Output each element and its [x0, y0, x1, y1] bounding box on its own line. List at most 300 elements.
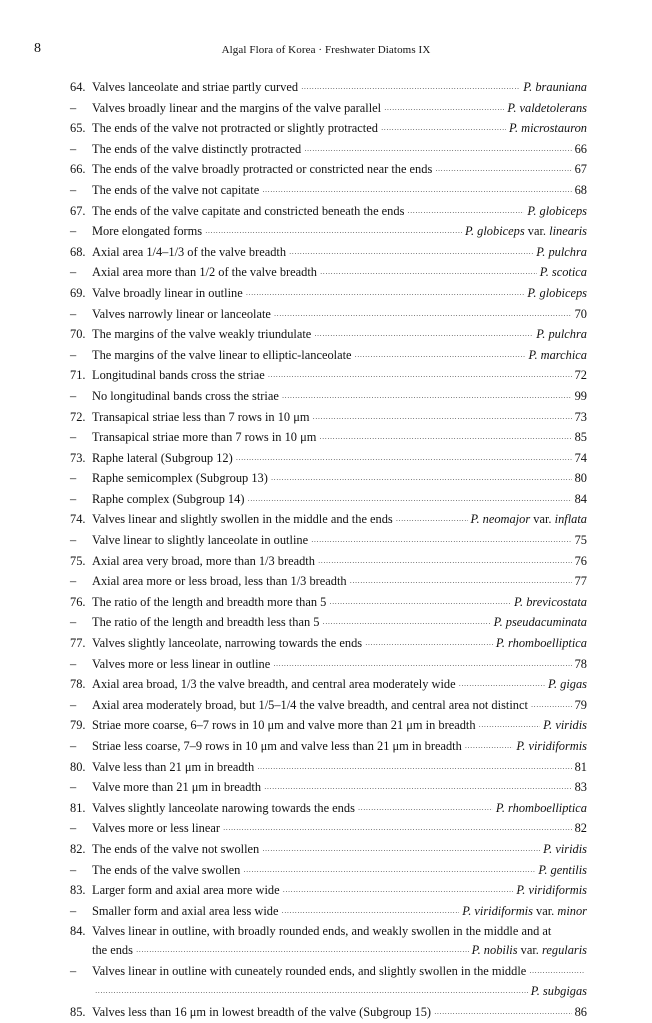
leader-dots — [95, 984, 528, 1003]
key-result-name: P. viridiformis — [516, 739, 587, 753]
key-row — [70, 861, 587, 882]
key-body — [92, 263, 587, 284]
key-result-name: P. pseudacuminata — [493, 615, 587, 630]
key-row — [70, 428, 587, 449]
key-result-var-name: inflata — [554, 512, 587, 527]
key-mark: 71. — [70, 368, 86, 383]
leader-dots — [262, 183, 571, 202]
leader-dots — [479, 718, 541, 737]
key-result-name: P. gentilis — [538, 862, 587, 877]
key-result-name: 70 — [574, 306, 587, 321]
key-mark: – — [70, 780, 77, 795]
key-result — [536, 243, 587, 262]
key-row — [70, 613, 587, 634]
key-text: Valves lanceolate and striae partly curved — [92, 80, 299, 94]
key-body — [92, 922, 587, 941]
key-body — [92, 119, 587, 140]
key-row — [70, 305, 587, 326]
key-body — [92, 490, 587, 511]
key-body — [92, 99, 587, 120]
leader-dots — [320, 265, 537, 284]
key-row — [70, 881, 587, 902]
key-text: Larger form and axial area more wide — [92, 883, 280, 898]
key-result — [494, 613, 587, 632]
leader-dots — [381, 121, 506, 140]
key-body — [92, 861, 587, 882]
key-row — [70, 552, 587, 573]
leader-dots — [271, 471, 572, 490]
key-mark: 82. — [70, 841, 86, 856]
key-mark: 78. — [70, 677, 86, 692]
leader-dots — [289, 245, 533, 264]
key-row — [70, 449, 587, 470]
key-text: Valves broadly linear and the margins of the valve parallel — [92, 100, 382, 115]
key-text: More elongated forms — [92, 224, 203, 239]
key-result-name: P. neomajor — [470, 512, 531, 527]
key-body — [92, 387, 587, 408]
key-body — [92, 593, 587, 614]
leader-dots — [273, 657, 571, 676]
key-result — [575, 160, 587, 179]
key-result-name: 99 — [574, 388, 587, 403]
key-text: Valves more or less linear — [92, 821, 220, 836]
key-body — [92, 982, 587, 1003]
key-result — [516, 881, 587, 900]
key-result — [575, 305, 587, 324]
key-row — [70, 346, 587, 367]
key-row — [70, 737, 587, 758]
key-row — [70, 387, 587, 408]
key-result-name: 66 — [574, 141, 587, 156]
key-row — [70, 263, 587, 284]
key-mark: – — [70, 862, 77, 877]
key-result-name: P. brauniana — [523, 80, 587, 94]
key-row — [70, 758, 587, 779]
key-mark: 72. — [70, 409, 86, 424]
key-body — [92, 325, 587, 346]
key-result-name: 72 — [574, 368, 587, 383]
key-text: Longitudinal bands cross the striae — [92, 368, 265, 383]
key-text: Striae less coarse, 7–9 rows in 10 μm and valve less than 21 μm in breadth — [92, 739, 462, 753]
leader-dots — [304, 142, 571, 161]
key-mark: 65. — [70, 121, 86, 136]
key-result-name: 67 — [574, 162, 587, 177]
leader-dots — [274, 307, 572, 326]
key-row — [70, 1003, 587, 1023]
key-result — [465, 222, 587, 241]
key-mark: 84. — [70, 924, 86, 939]
key-mark: – — [70, 388, 77, 403]
leader-dots — [396, 512, 468, 531]
key-result — [575, 140, 587, 159]
leader-dots — [384, 101, 504, 120]
key-result-name: 78 — [574, 656, 587, 671]
key-result-name: 79 — [574, 697, 587, 712]
key-text: Transapical striae less than 7 rows in 10 μm — [92, 409, 310, 424]
key-row-continued — [70, 941, 587, 962]
key-result — [575, 181, 587, 200]
key-result-name: 81 — [574, 759, 587, 774]
leader-dots — [319, 430, 571, 449]
key-text: Axial area more or less broad, less than 1/3 breadth — [92, 574, 347, 589]
key-body — [92, 1003, 587, 1023]
key-row-continued — [70, 982, 587, 1003]
leader-dots — [281, 904, 459, 923]
key-body — [92, 737, 587, 758]
key-result-var-name: linearis — [549, 224, 587, 239]
key-result-var-word: var. — [536, 903, 555, 918]
key-mark: 73. — [70, 450, 86, 465]
key-row — [70, 99, 587, 120]
key-mark: 68. — [70, 244, 86, 259]
key-result — [575, 428, 587, 447]
key-body — [92, 758, 587, 779]
leader-dots — [465, 739, 514, 758]
key-text: The margins of the valve weakly triundulate — [92, 327, 312, 342]
key-text: Striae more coarse, 6–7 rows in 10 μm and valve more than 21 μm in breadth — [92, 718, 476, 733]
leader-dots — [301, 80, 520, 99]
key-mark: – — [70, 141, 77, 156]
key-result-name: P. gigas — [547, 677, 587, 692]
key-text: Axial area 1/4–1/3 of the valve breadth — [92, 244, 287, 259]
key-row — [70, 572, 587, 593]
key-body — [92, 778, 587, 799]
key-row — [70, 799, 587, 820]
key-row — [70, 408, 587, 429]
key-row — [70, 181, 587, 202]
key-result-name: P. viridiformis — [516, 883, 587, 898]
key-text: Valve more than 21 μm in breadth — [92, 780, 262, 795]
key-result — [575, 758, 587, 777]
key-result — [543, 716, 587, 735]
key-body — [92, 160, 587, 181]
key-text: Valves slightly lanceolate narowing towards the ends — [92, 800, 355, 815]
key-result — [462, 902, 587, 921]
key-text: Valve less than 21 μm in breadth — [92, 759, 255, 774]
key-body — [92, 243, 587, 264]
key-result-name: 74 — [574, 450, 587, 465]
key-result-name: P. pulchra — [536, 244, 587, 259]
key-body — [92, 140, 587, 161]
key-text: Valves narrowly linear or lanceolate — [92, 306, 271, 321]
key-row — [70, 119, 587, 140]
key-result — [575, 552, 587, 571]
key-mark: – — [70, 491, 77, 506]
key-row — [70, 140, 587, 161]
leader-dots — [459, 677, 545, 696]
key-text: Smaller form and axial area less wide — [92, 903, 279, 918]
key-mark: 76. — [70, 594, 86, 609]
identification-key — [70, 78, 587, 1023]
key-row — [70, 490, 587, 511]
key-mark: 75. — [70, 553, 86, 568]
key-mark: – — [70, 306, 77, 321]
key-mark: 77. — [70, 636, 86, 651]
key-row — [70, 222, 587, 243]
leader-dots — [358, 801, 493, 820]
key-body — [92, 613, 587, 634]
key-row — [70, 675, 587, 696]
key-body — [92, 881, 587, 902]
key-text: The ends of the valve not swollen — [92, 841, 260, 856]
leader-dots — [322, 615, 490, 634]
leader-dots — [283, 883, 514, 902]
key-text: Valves slightly lanceolate, narrowing towards the ends — [92, 636, 363, 651]
key-row — [70, 840, 587, 861]
key-result-name: P. rhomboelliptica — [495, 636, 587, 651]
key-result-name: P. pulchra — [536, 327, 587, 342]
key-row — [70, 366, 587, 387]
key-row — [70, 778, 587, 799]
key-result — [575, 778, 587, 797]
key-mark: 70. — [70, 327, 86, 342]
key-body — [92, 78, 587, 99]
key-text-continued: the ends — [92, 942, 133, 957]
key-mark: 69. — [70, 285, 86, 300]
key-result-name: P. viridis — [543, 718, 587, 733]
key-result — [575, 696, 587, 715]
leader-dots — [529, 964, 584, 983]
leader-dots — [257, 760, 571, 779]
key-result — [575, 531, 587, 550]
key-result — [538, 861, 587, 880]
key-result-name: 75 — [574, 533, 587, 548]
key-mark: 79. — [70, 718, 86, 733]
key-result-name: P. microstauron — [508, 121, 587, 136]
key-result — [528, 346, 587, 365]
key-text: No longitudinal bands cross the striae — [92, 388, 279, 403]
key-body — [92, 941, 587, 962]
key-row — [70, 716, 587, 737]
leader-dots — [329, 595, 511, 614]
key-body — [92, 962, 587, 983]
key-result — [531, 982, 587, 1001]
key-text: Axial area very broad, more than 1/3 breadth — [92, 553, 315, 568]
key-result — [527, 284, 587, 303]
key-row — [70, 655, 587, 676]
key-body — [92, 449, 587, 470]
key-result — [527, 202, 587, 221]
key-mark: 67. — [70, 203, 86, 218]
leader-dots — [365, 636, 493, 655]
key-mark: 66. — [70, 162, 86, 177]
key-mark: 85. — [70, 1004, 86, 1019]
key-row — [70, 160, 587, 181]
key-result-name: 73 — [574, 409, 587, 424]
key-result — [575, 387, 587, 406]
key-text: Valve linear to slightly lanceolate in outline — [92, 533, 309, 548]
key-body — [92, 284, 587, 305]
key-mark: 64. — [70, 80, 86, 94]
key-row — [70, 510, 587, 531]
key-text: Raphe lateral (Subgroup 12) — [92, 450, 233, 465]
key-text: Raphe semicomplex (Subgroup 13) — [92, 471, 268, 486]
key-result-name: P. subgigas — [530, 984, 587, 999]
key-body — [92, 305, 587, 326]
key-row — [70, 202, 587, 223]
key-row — [70, 284, 587, 305]
key-body — [92, 531, 587, 552]
page-number: 8 — [34, 41, 41, 56]
key-row — [70, 593, 587, 614]
key-result — [575, 366, 587, 385]
leader-dots — [314, 327, 533, 346]
key-text: The ends of the valve not capitate — [92, 182, 260, 197]
key-result — [575, 408, 587, 427]
leader-dots — [318, 554, 572, 573]
leader-dots — [407, 204, 524, 223]
leader-dots — [282, 389, 572, 408]
key-row — [70, 696, 587, 717]
key-result-name: 85 — [574, 430, 587, 445]
key-row — [70, 469, 587, 490]
key-text: The ends of the valve capitate and constricted beneath the ends — [92, 203, 405, 218]
key-text: The ends of the valve distinctly protracted — [92, 141, 302, 156]
key-result-name: P. viridis — [543, 841, 587, 856]
key-text: The margins of the valve linear to elliptic-lanceolate — [92, 347, 352, 362]
leader-dots — [236, 451, 572, 470]
leader-dots — [312, 410, 571, 429]
key-result-name: P. globiceps — [527, 285, 587, 300]
key-row — [70, 634, 587, 655]
key-result-name: P. globiceps — [527, 203, 587, 218]
key-body — [92, 202, 587, 223]
key-body — [92, 902, 587, 923]
key-text: Valve broadly linear in outline — [92, 285, 243, 300]
key-result — [509, 119, 587, 138]
key-body — [92, 634, 587, 655]
key-mark: – — [70, 615, 77, 630]
key-text: The ratio of the length and breadth less than 5 — [92, 615, 320, 630]
leader-dots — [223, 821, 572, 840]
key-result-var-word: var. — [520, 942, 539, 957]
key-text: Valves linear in outline with cuneately rounded ends, and slightly swollen in the middle — [92, 963, 527, 978]
leader-dots — [136, 943, 469, 962]
key-result-name: P. rhomboelliptica — [495, 800, 587, 815]
key-result-name: P. valdetolerans — [507, 100, 587, 115]
key-body — [92, 655, 587, 676]
key-mark: – — [70, 903, 77, 918]
leader-dots — [247, 492, 571, 511]
key-body — [92, 510, 587, 531]
key-text: Raphe complex (Subgroup 14) — [92, 491, 245, 506]
running-head: Algal Flora of Korea · Freshwater Diatoms IX — [221, 44, 431, 56]
leader-dots — [311, 533, 572, 552]
key-result-var-word: var. — [533, 512, 552, 527]
key-mark: – — [70, 471, 77, 486]
key-body — [92, 552, 587, 573]
key-mark: – — [70, 739, 77, 753]
key-result — [496, 634, 587, 653]
key-row — [70, 325, 587, 346]
key-text: The ratio of the length and breadth more than 5 — [92, 594, 327, 609]
key-body — [92, 346, 587, 367]
key-text: Valves less than 16 μm in lowest breadth of the valve (Subgroup 15) — [92, 1004, 432, 1019]
key-mark: – — [70, 574, 77, 589]
key-text: Axial area more than 1/2 of the valve breadth — [92, 265, 318, 280]
key-result-name: 77 — [574, 574, 587, 589]
leader-dots — [434, 1005, 572, 1023]
leader-dots — [531, 698, 572, 717]
key-result — [496, 799, 587, 818]
leader-dots — [355, 348, 526, 367]
key-mark: – — [70, 533, 77, 548]
key-text: The ends of the valve broadly protracted or constricted near the ends — [92, 162, 433, 177]
key-text: The ends of the valve not protracted or slightly protracted — [92, 121, 378, 136]
key-result — [514, 593, 587, 612]
key-result-name: 68 — [574, 182, 587, 197]
key-result-name: 82 — [574, 821, 587, 836]
key-body — [92, 408, 587, 429]
key-result-name: 76 — [574, 553, 587, 568]
key-result — [543, 840, 587, 859]
key-result-name: P. viridiformis — [462, 903, 533, 918]
key-body — [92, 799, 587, 820]
key-text: The ends of the valve swollen — [92, 862, 241, 877]
key-result — [523, 78, 587, 97]
key-result — [575, 1003, 587, 1022]
key-mark: 74. — [70, 512, 86, 527]
key-body — [92, 428, 587, 449]
key-body — [92, 366, 587, 387]
key-mark: – — [70, 697, 77, 712]
key-result-var-name: minor — [557, 903, 587, 918]
key-text: Valves linear in outline, with broadly rounded ends, and weakly swollen in the middle and at — [92, 924, 552, 939]
key-row — [70, 962, 587, 983]
key-mark: – — [70, 821, 77, 836]
key-row — [70, 78, 587, 99]
key-result — [575, 572, 587, 591]
key-body — [92, 840, 587, 861]
leader-dots — [262, 842, 540, 861]
key-result — [575, 469, 587, 488]
key-mark: – — [70, 182, 77, 197]
key-result — [548, 675, 587, 694]
key-mark: – — [70, 656, 77, 671]
key-result — [575, 655, 587, 674]
key-result-name: P. marchica — [528, 347, 587, 362]
key-result-name: P. nobilis — [471, 942, 518, 957]
key-result-var-name: regularis — [542, 942, 587, 957]
key-text: Axial area broad, 1/3 the valve breadth, and central area moderately wide — [92, 677, 456, 692]
key-text: Valves more or less linear in outline — [92, 656, 271, 671]
key-mark: 81. — [70, 800, 86, 815]
leader-dots — [350, 574, 572, 593]
key-mark: – — [70, 224, 77, 239]
key-result — [516, 737, 587, 756]
leader-dots — [264, 780, 572, 799]
key-body — [92, 469, 587, 490]
leader-dots — [205, 224, 462, 243]
key-mark: – — [70, 430, 77, 445]
key-mark: – — [70, 265, 77, 280]
key-result-name: 86 — [574, 1004, 587, 1019]
key-result-name: 83 — [574, 780, 587, 795]
key-result — [471, 510, 588, 529]
leader-dots — [435, 162, 571, 181]
key-result — [536, 325, 587, 344]
key-result-name: 84 — [574, 491, 587, 506]
key-result-name: P. scotica — [539, 265, 587, 280]
key-body — [92, 222, 587, 243]
key-row — [70, 902, 587, 923]
key-result — [575, 490, 587, 509]
key-result — [575, 449, 587, 468]
key-text: Valves linear and slightly swollen in the middle and the ends — [92, 512, 393, 527]
key-result-name: 80 — [574, 471, 587, 486]
key-body — [92, 572, 587, 593]
key-mark: – — [70, 100, 77, 115]
